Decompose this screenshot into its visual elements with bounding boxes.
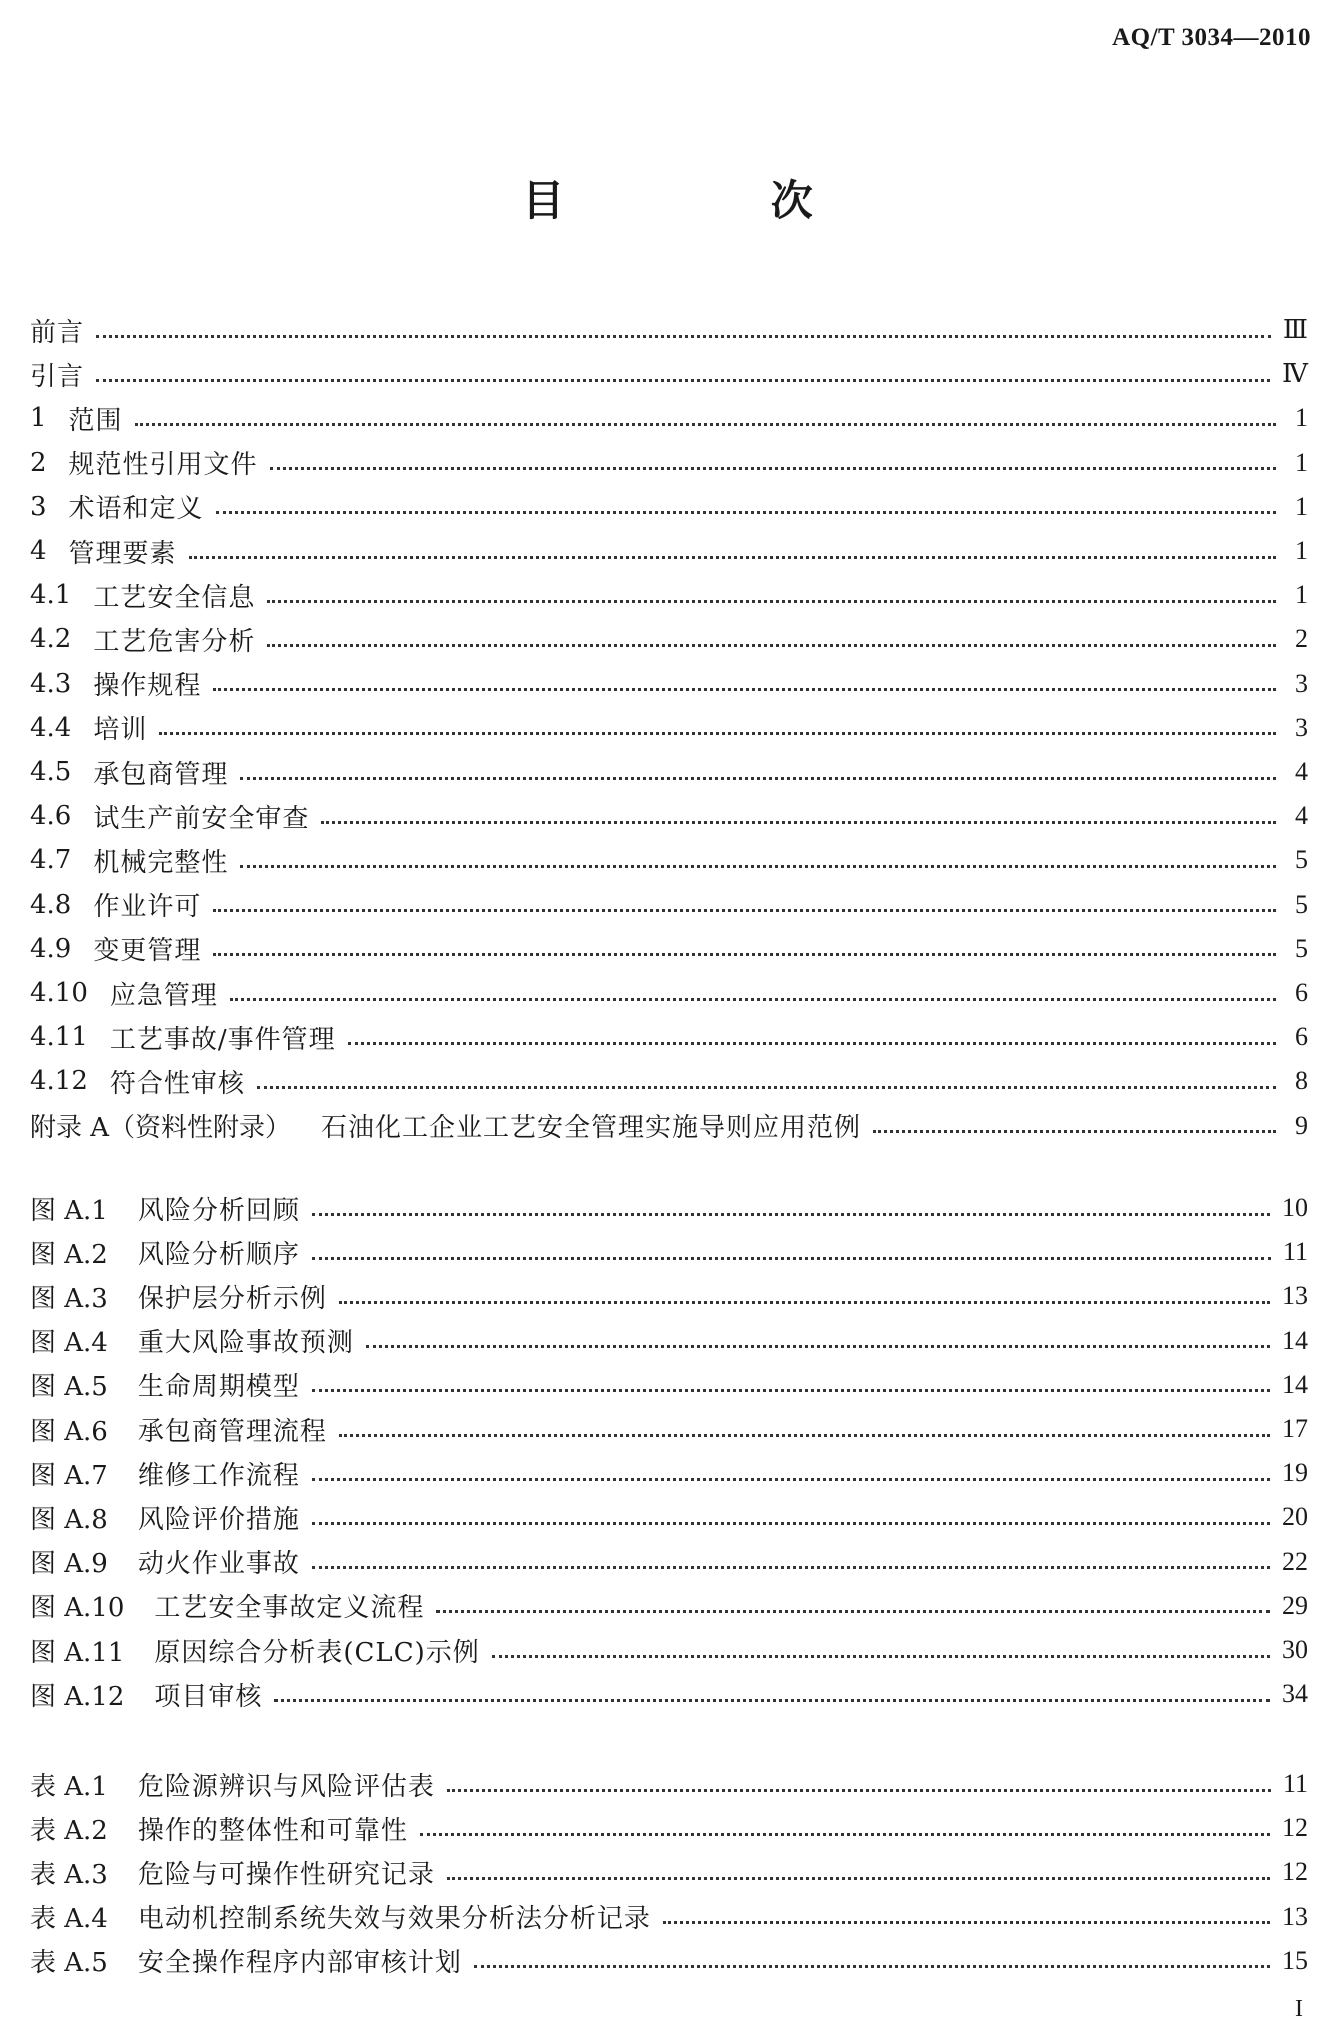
toc-table-entry[interactable]	[30, 1850, 1308, 1894]
toc-entry[interactable]	[30, 927, 1308, 971]
toc-entry-number: 4	[30, 536, 47, 566]
dot-leader	[366, 1345, 1270, 1348]
dot-leader	[312, 1478, 1270, 1481]
toc-figure-entry[interactable]	[30, 1672, 1308, 1716]
toc-entry-page: 14	[1282, 1325, 1308, 1355]
toc-entry-label: 石油化工企业工艺安全管理实施导则应用范例	[321, 1113, 862, 1144]
dot-leader	[339, 1434, 1270, 1437]
toc-entry-label: 培训	[93, 715, 148, 746]
toc-entry-label: 危险与可操作性研究记录	[137, 1859, 435, 1890]
toc-entry-page: 13	[1282, 1281, 1308, 1311]
dot-leader	[312, 1389, 1270, 1392]
toc-entry-label: 危险源辨识与风险评估表	[137, 1771, 435, 1802]
toc-entry-label: 维修工作流程	[137, 1460, 300, 1491]
toc-entry-label: 工艺安全事故定义流程	[154, 1593, 425, 1624]
toc-entry[interactable]	[30, 573, 1308, 617]
toc-entry-page: Ⅲ	[1282, 315, 1308, 344]
toc-entry-number: 图 A.12	[30, 1681, 125, 1712]
toc-entry[interactable]	[30, 1104, 1308, 1148]
toc-entry-number: 图 A.9	[30, 1549, 108, 1580]
dot-leader	[447, 1877, 1270, 1880]
dot-leader	[474, 1965, 1270, 1968]
toc-entry-number: 4.1	[30, 580, 72, 611]
toc-entry[interactable]	[30, 883, 1308, 927]
toc-entry[interactable]	[30, 1059, 1308, 1103]
dot-leader	[312, 1566, 1270, 1569]
page-title: 目 次	[522, 176, 909, 225]
toc-entry[interactable]	[30, 617, 1308, 661]
toc-entry-page: 3	[1295, 668, 1308, 698]
toc-entry-label: 作业许可	[93, 892, 202, 923]
dot-leader	[135, 423, 1276, 426]
dot-leader	[436, 1610, 1270, 1613]
toc-entry-label: 工艺安全信息	[93, 582, 256, 613]
toc-entry-number: 4.9	[30, 933, 72, 964]
toc-figure-entry[interactable]	[30, 1628, 1308, 1672]
toc-entry-page: 6	[1295, 978, 1308, 1007]
toc-entry[interactable]	[30, 971, 1308, 1015]
dot-leader	[257, 1086, 1276, 1089]
toc-figure-entry[interactable]	[30, 1274, 1308, 1318]
toc-entry-page: 5	[1295, 933, 1308, 963]
toc-entry-label: 范围	[68, 405, 123, 436]
toc-entry-number: 4.7	[30, 845, 72, 876]
toc-entry-page: 1	[1295, 491, 1308, 521]
toc-entry-page: 19	[1282, 1458, 1308, 1488]
toc-entry-label: 管理要素	[68, 538, 177, 569]
toc-entry-number: 3	[30, 491, 47, 522]
toc-entry-number: 4.6	[30, 801, 72, 832]
dot-leader	[492, 1655, 1270, 1658]
toc-entry-page: 1	[1295, 580, 1308, 610]
toc-entry-page: 14	[1282, 1369, 1308, 1399]
toc-entry-number: 图 A.11	[30, 1637, 125, 1668]
toc-figure-entry[interactable]	[30, 1407, 1308, 1451]
toc-entry-page: 20	[1282, 1502, 1308, 1532]
toc-entry-label: 动火作业事故	[137, 1549, 300, 1580]
toc-entry-page: 2	[1295, 624, 1308, 654]
toc-entry-page: 1	[1295, 403, 1308, 433]
toc-entry-page: 30	[1282, 1635, 1308, 1664]
toc-figure-entry[interactable]	[30, 1186, 1308, 1230]
toc-entry-number: 表 A.2	[30, 1815, 108, 1846]
toc-entry-label: 保护层分析示例	[137, 1283, 327, 1314]
dot-leader	[213, 909, 1276, 912]
dot-leader	[96, 379, 1270, 382]
toc-entry-page: 4	[1295, 801, 1308, 831]
toc-figure-entry[interactable]	[30, 1363, 1308, 1407]
toc-entry[interactable]	[30, 441, 1308, 485]
toc-table-entry[interactable]	[30, 1939, 1308, 1983]
toc-entry[interactable]	[30, 706, 1308, 750]
toc-entry-number: 4.2	[30, 624, 72, 655]
toc-entry-label: 操作规程	[93, 671, 202, 702]
toc-entry-number: 4.11	[30, 1022, 88, 1053]
toc-entry[interactable]	[30, 794, 1308, 838]
toc-entry[interactable]	[30, 308, 1308, 352]
toc-entry-label: 原因综合分析表(CLC)示例	[154, 1637, 480, 1668]
dot-leader	[213, 953, 1276, 956]
dot-leader	[216, 511, 1276, 514]
dot-leader	[267, 600, 1276, 603]
toc-entry-number: 表 A.1	[30, 1771, 108, 1802]
toc-entry-number: 表 A.4	[30, 1904, 108, 1935]
toc-entry[interactable]	[30, 750, 1308, 794]
toc-entry[interactable]	[30, 485, 1308, 529]
dot-leader	[240, 865, 1276, 868]
toc-entry-number: 1	[30, 403, 47, 434]
page-number: I	[1295, 1996, 1303, 2022]
toc-entry-page: 15	[1282, 1945, 1308, 1975]
toc-entry-number: 表 A.5	[30, 1948, 108, 1979]
dot-leader	[230, 998, 1276, 1001]
toc-entry-number: 4.8	[30, 889, 72, 920]
toc-entry-number: 图 A.3	[30, 1283, 108, 1314]
toc-entry-number: 4.5	[30, 757, 72, 787]
dot-leader	[873, 1130, 1276, 1133]
toc-entry[interactable]	[30, 662, 1308, 706]
toc-entry[interactable]	[30, 1015, 1308, 1059]
dot-leader	[321, 821, 1276, 824]
toc-entry-label: 变更管理	[93, 936, 202, 967]
toc-entry-label: 操作的整体性和可靠性	[137, 1815, 408, 1846]
toc-figure-entry[interactable]	[30, 1319, 1308, 1363]
toc-entry-label: 承包商管理	[93, 759, 229, 790]
toc-table-entry[interactable]	[30, 1762, 1308, 1806]
toc-figure-entry[interactable]	[30, 1495, 1308, 1539]
dot-leader	[189, 556, 1276, 559]
dot-leader	[96, 335, 1271, 338]
toc-figure-entry[interactable]	[30, 1584, 1308, 1628]
toc-entry-label: 生命周期模型	[137, 1372, 300, 1403]
toc-entry-label: 试生产前安全审查	[93, 803, 310, 834]
toc-entry-label: 风险评价措施	[137, 1504, 300, 1535]
toc-entry-number: 图 A.7	[30, 1460, 108, 1491]
dot-leader	[267, 644, 1276, 647]
toc-entry-label: 规范性引用文件	[68, 450, 258, 481]
toc-entry-number: 附录 A（资料性附录）	[30, 1113, 292, 1144]
toc-entry[interactable]	[30, 352, 1308, 396]
toc-entry-label: 应急管理	[109, 980, 218, 1011]
toc-entry-page: 13	[1282, 1901, 1308, 1931]
dot-leader	[274, 1699, 1270, 1702]
toc-entry-page: 5	[1295, 889, 1308, 919]
toc-entry-page: 10	[1282, 1193, 1308, 1222]
toc-entry-label: 重大风险事故预测	[137, 1328, 354, 1359]
dot-leader	[420, 1833, 1270, 1836]
toc-entry-page: 11	[1282, 1769, 1308, 1798]
toc-entry-label: 安全操作程序内部审核计划	[137, 1948, 462, 1979]
toc-entry-number: 2	[30, 447, 47, 478]
dot-leader	[270, 467, 1276, 470]
toc-entry-page: 1	[1295, 536, 1308, 565]
toc-table-entry[interactable]	[30, 1895, 1308, 1939]
toc-entry-number: 图 A.8	[30, 1504, 108, 1535]
toc-entry-number: 图 A.6	[30, 1416, 108, 1447]
toc-entry-page: 12	[1282, 1813, 1308, 1843]
toc-entry-page: 11	[1282, 1237, 1308, 1267]
toc-entry-page: 1	[1295, 447, 1308, 477]
toc-entry-label: 风险分析回顾	[137, 1195, 300, 1226]
toc-entry-label: 风险分析顺序	[137, 1239, 300, 1270]
toc-figure-entry[interactable]	[30, 1540, 1308, 1584]
toc-entry-page: 9	[1295, 1110, 1308, 1140]
toc-entry-page: 6	[1295, 1022, 1308, 1052]
toc-entry-page: 3	[1295, 712, 1308, 742]
toc-entry-page: 17	[1282, 1414, 1308, 1443]
toc-entry-label: 电动机控制系统失效与效果分析法分析记录	[137, 1904, 651, 1935]
toc-entry-number: 4.10	[30, 978, 88, 1008]
toc-entry-label: 引言	[30, 361, 85, 392]
toc-figure-entry[interactable]	[30, 1230, 1308, 1274]
toc-entry-page: Ⅳ	[1282, 359, 1308, 389]
dot-leader	[240, 777, 1276, 780]
toc-entry-page: 34	[1282, 1679, 1308, 1709]
toc-entry-page: 12	[1282, 1857, 1308, 1887]
toc-entry-label: 术语和定义	[68, 494, 204, 525]
toc-entry-label: 工艺事故/事件管理	[109, 1024, 336, 1055]
toc-entry-label: 符合性审核	[109, 1068, 245, 1099]
toc-entry-number: 图 A.1	[30, 1195, 108, 1226]
toc-entry[interactable]	[30, 529, 1308, 573]
toc-entry-label: 承包商管理流程	[137, 1416, 327, 1447]
dot-leader	[312, 1522, 1270, 1525]
standard-code: AQ/T 3034—2010	[1112, 24, 1311, 51]
toc-entry-page: 5	[1295, 845, 1308, 875]
dot-leader	[663, 1921, 1270, 1924]
dot-leader	[159, 732, 1276, 735]
toc-entry-number: 4.4	[30, 712, 72, 743]
dot-leader	[312, 1257, 1271, 1260]
toc-table-entry[interactable]	[30, 1806, 1308, 1850]
toc-entry-label: 项目审核	[154, 1681, 263, 1712]
toc-entry-page: 8	[1295, 1066, 1308, 1096]
toc-entry-page: 4	[1295, 757, 1308, 786]
toc-figure-entry[interactable]	[30, 1451, 1308, 1495]
toc-entry[interactable]	[30, 396, 1308, 440]
toc-entry-number: 图 A.4	[30, 1328, 108, 1359]
toc-entry-page: 22	[1282, 1546, 1308, 1576]
toc-entry-number: 4.3	[30, 668, 72, 699]
dot-leader	[447, 1789, 1271, 1792]
toc-entry-label: 前言	[30, 317, 85, 348]
toc-entry-number: 图 A.10	[30, 1593, 125, 1624]
dot-leader	[312, 1213, 1270, 1216]
toc-entry[interactable]	[30, 838, 1308, 882]
toc-entry-label: 机械完整性	[93, 847, 229, 878]
toc-entry-number: 表 A.3	[30, 1859, 108, 1890]
toc-entry-number: 图 A.2	[30, 1239, 108, 1270]
toc-entry-label: 工艺危害分析	[93, 626, 256, 657]
dot-leader	[339, 1301, 1270, 1304]
dot-leader	[348, 1042, 1276, 1045]
dot-leader	[213, 688, 1276, 691]
toc-entry-page: 29	[1282, 1590, 1308, 1620]
toc-entry-number: 4.12	[30, 1066, 88, 1097]
toc-entry-number: 图 A.5	[30, 1372, 108, 1403]
